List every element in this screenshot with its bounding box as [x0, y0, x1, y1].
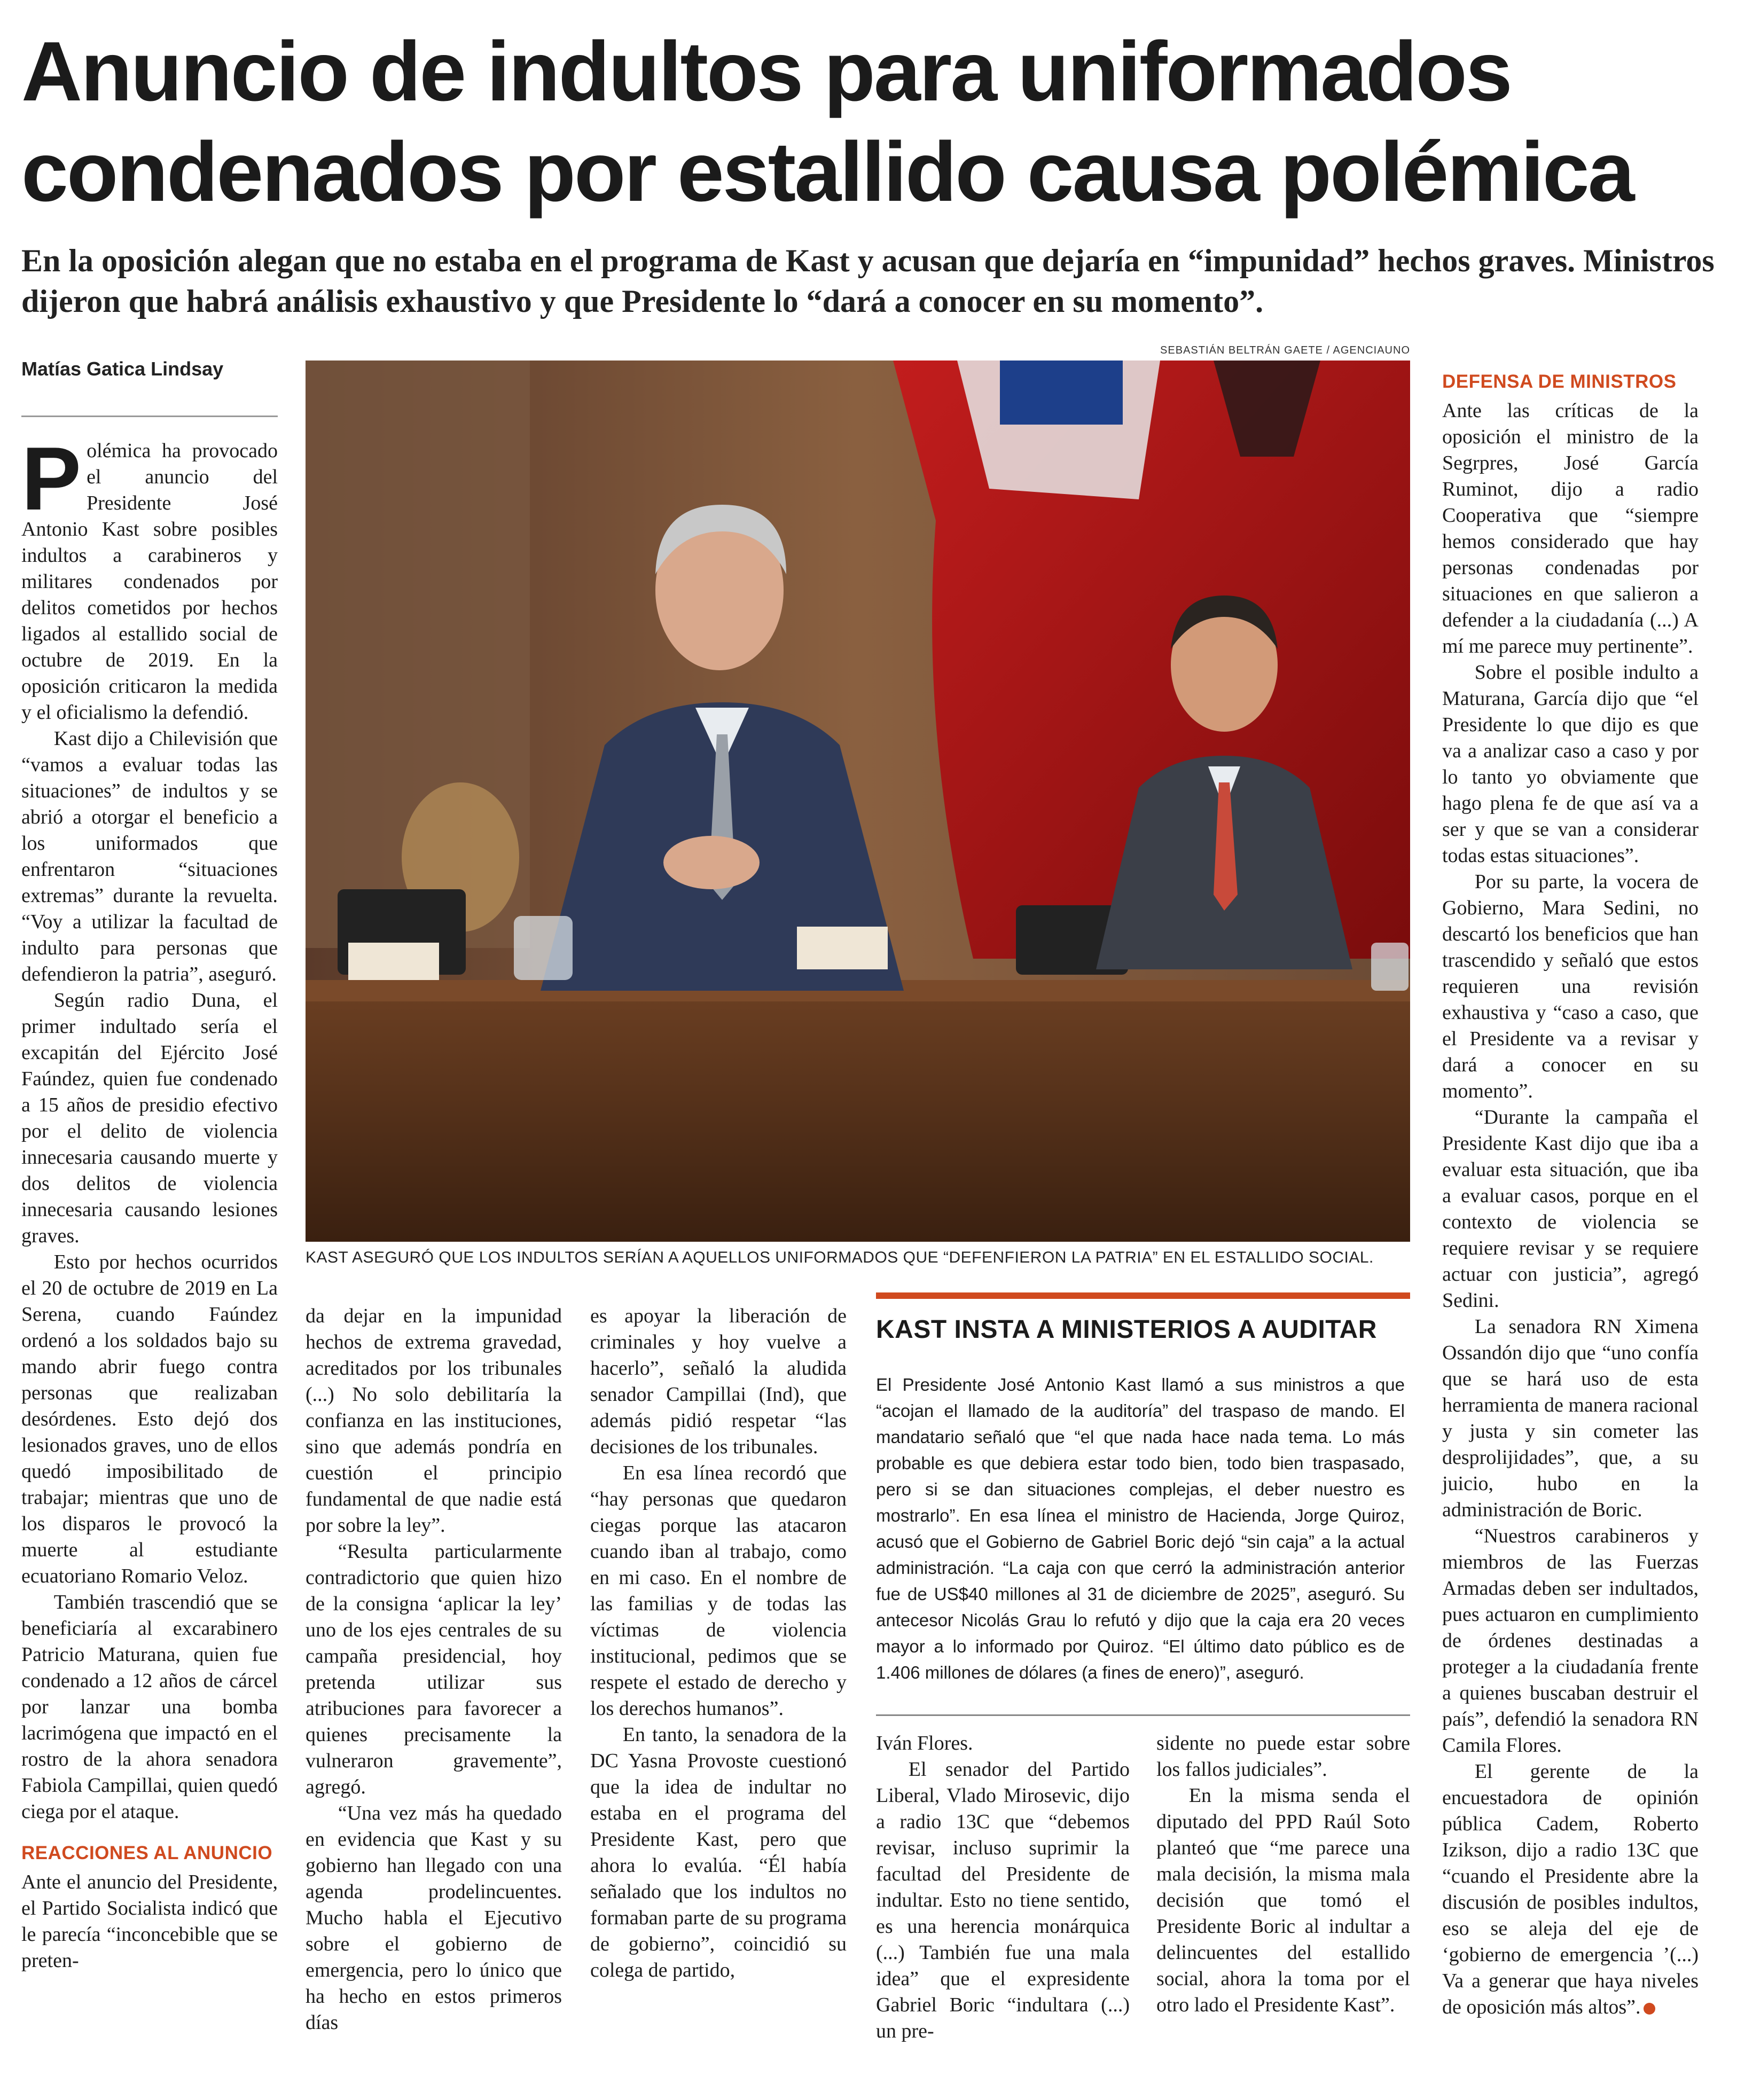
paragraph: Esto por hechos ocurridos el 20 de octubre de 2019 en La Serena, cuando Faúndez ordenó a los soldados bajo su mando abrir fuego contra personas que realizaban desórdenes. Esto dejó dos lesionados graves, uno de ellos quedó imposibilitado de trabajar; mientras que uno de los disparos le provocó la muerte al estudiante ecuatoriano Romario Veloz. [21, 1251, 278, 1587]
subhead-reacciones: REACCIONES AL ANUNCIO [21, 1843, 273, 1863]
paragraph: El senador del Partido Liberal, Vlado Mirosevic, dijo a radio 13C que “debemos revisar, incluso suprimir la facultad del Presidente de indultar. Esto no tiene sentido, es una herencia monárquica (...) También fue una mala idea” que el expresidente Gabriel Boric “indultara (...) un pre- [876, 1758, 1130, 2042]
paragraph: da dejar en la impunidad hechos de extrema gravedad, acreditados por los tribunales (...) No solo debilitaría la confianza en las instituciones, sino que además pondría en cuestión el principio fundamental de que nadie está por sobre la ley”. [306, 1305, 562, 1537]
column-3 [590, 1303, 847, 1984]
paragraph: Por su parte, la vocera de Gobierno, Mara Sedini, no descartó los beneficios que han trascendido y señaló que estos requieren una revisión exhaustiva y “caso a caso, que el Presidente va a revisar y dará a conocer en su momento”. [1442, 871, 1699, 1102]
paragraph: Kast dijo a Chilevisión que “vamos a evaluar todas las situaciones” de indultos y se abrió a otorgar el beneficio a los uniformados que enfrentaron “situaciones extremas” durante la revuelta. “Voy a utilizar la facultad de indulto para personas que defendieron la patria”, aseguró. [21, 727, 278, 985]
box-accent-bar [876, 1292, 1410, 1299]
paragraph: es apoyar la liberación de criminales y hoy vuelve a hacerlo”, señaló la aludida senador Campillai (Ind), que además pidió respetar “las decisiones de los tribunales. [590, 1305, 847, 1458]
column-1 [21, 428, 278, 1974]
paragraph: “Nuestros carabineros y miembros de las Fuerzas Armadas deben ser indultados, pues actuaron en cumplimiento de órdenes destinadas a proteger a la ciudadanía frente a quienes buscaban destruir el país”, defendió la senadora RN Camila Flores. [1442, 1525, 1699, 1757]
paragraph: “Una vez más ha quedado en evidencia que Kast y su gobierno han llegado con una agenda prodelincuentes. Mucho habla el Ejecutivo sobre el gobierno de emergencia, pero lo único que ha hecho en estos primeros días [306, 1802, 562, 2034]
box-body: El Presidente José Antonio Kast llamó a sus ministros a que “acojan el llamado de la auditoría” del traspaso de mando. El mandatario señaló que “el que nada hace nada tema. Lo más probable es que debiera estar todo bien, todo bien traspasado, pero si se dan situaciones complejas, el deber nuestro es mostrarlo”. En esa línea el ministro de Hacienda, Jorge Quiroz, acusó que el Gobierno de Gabriel Boric dejó “sin caja” a la actual administración. “La caja con que cerró la administración anterior fue de US$40 millones al 31 de diciembre de 2025”, aseguró. Su antecesor Nicolás Grau lo refutó y dijo que la caja era 20 veces mayor a lo informado por Quiroz. “El último dato público es de 1.406 millones de dólares (a fines de enero)”, aseguró. [876, 1375, 1405, 1682]
paragraph: En tanto, la senadora de la DC Yasna Provoste cuestionó que la idea de indultar no estaba en el programa del Presidente Kast, pero que ahora lo evalúa. “Él había señalado que los indultos no formaban parte de su programa de gobierno”, coincidió su colega de partido, [590, 1723, 847, 1981]
column-4 [876, 1730, 1130, 2044]
deck: En la oposición alegan que no estaba en el programa de Kast y acusan que dejaría en “impunidad” hechos graves. Ministros dijeron que habrá análisis exhaustivo y que Presidente lo “dará a conocer en su momento”. [21, 243, 1715, 319]
lead-paragraph: Polémica ha provocado el anuncio del Presidente José Antonio Kast sobre posibles indultos a carabineros y militares condenados por delitos cometidos por hechos ligados al estallido social de octubre de 2019. En la oposición criticaron la medida y el oficialismo la defendió. [21, 428, 278, 724]
main-photo [306, 361, 1410, 1242]
paragraph: En esa línea recordó que “hay personas que quedaron ciegas porque las atacaron cuando iban al trabajo, como en mi caso. En el nombre de las familias y de todas las víctimas de violencia institucional, pedimos que se respete el estado de derecho y los derechos humanos”. [590, 1462, 847, 1720]
paragraph: “Durante la campaña el Presidente Kast dijo que iba a evaluar esta situación, que iba a evaluar casos, porque en el contexto de violencia se requiere revisar y se requiere actuar con justicia”, agregó Sedini. [1442, 1106, 1699, 1312]
paragraph: En la misma senda el diputado del PPD Raúl Soto planteó que “me parece una mala decisión, la misma mala decisión que tomó el Presidente Boric al indultar a delincuentes del estallido social, ahora la toma por el otro lado el Presidente Kast”. [1156, 1784, 1410, 2016]
column-2 [306, 1303, 562, 2036]
byline-rule [21, 416, 278, 417]
paragraph: “Resulta particularmente contradictorio que quien hizo de la consigna ‘aplicar la ley’ uno de los ejes centrales de su campaña presidencial, hoy pretenda utilizar sus atribuciones para favorecer a quienes precisamente la vulneraron gravemente”, agregó. [306, 1540, 562, 1798]
paragraph: Sobre el posible indulto a Maturana, García dijo que “el Presidente lo que dijo es que va a analizar caso a caso y por lo tanto yo obviamente que hago plena fe de que así va a ser y que se van a considerar todas estas situaciones”. [1442, 661, 1699, 867]
paragraph: Ante el anuncio del Presidente, el Partido Socialista indicó que le parecía “inconcebible que se preten- [21, 1871, 278, 1972]
paragraph: Iván Flores. [876, 1732, 973, 1754]
byline: Matías Gatica Lindsay [21, 358, 224, 380]
photo-credit: SEBASTIÁN BELTRÁN GAETE / AGENCIAUNO [1160, 344, 1410, 356]
headline: Anuncio de indultos para uniformados condenados por estallido causa polémica [21, 25, 1633, 219]
subhead-defensa: DEFENSA DE MINISTROS [1442, 371, 1677, 392]
paragraph: Ante las críticas de la oposición el ministro de la Segrpres, José García Ruminot, dijo a radio Cooperativa que “siempre hemos considerado que hay personas condenadas por situaciones en que salieron a defender a la ciudadanía (...) A mí me parece muy pertinente”. [1442, 399, 1699, 657]
box-bottom-rule [876, 1714, 1410, 1716]
paragraph: También trascendió que se beneficiaría al excarabinero Patricio Maturana, quien fue condenado a 12 años de cárcel por lanzar una bomba lacrimógena que impactó en el rostro de la ahora senadora Fabiola Campillai, quien quedó ciega por el ataque. [21, 1591, 278, 1823]
column-6 [1442, 369, 1699, 2020]
paragraph: El gerente de la encuestadora de opinión pública Cadem, Roberto Izikson, dijo a radio 13C que “cuando el Presidente abre la discusión de posibles indultos, eso se aleja del eje de ‘gobierno de emergencia ’(...) Va a generar que haya niveles de oposición más altos”. [1442, 1760, 1699, 2018]
column-5 [1156, 1730, 1410, 2018]
end-mark-icon [1644, 2003, 1655, 2015]
paragraph: La senadora RN Ximena Ossandón dijo que “uno confía que se hará uso de esta herramienta de manera racional y justa y sin cometer las desprolijidades”, que, a su juicio, hubo en la administración de Boric. [1442, 1315, 1699, 1521]
press-conference-illustration [306, 361, 1410, 1242]
paragraph: sidente no puede estar sobre los fallos judiciales”. [1156, 1732, 1410, 1781]
drop-cap: P [21, 428, 82, 529]
box-title: KAST INSTA A MINISTERIOS A AUDITAR [876, 1315, 1377, 1344]
photo-caption: KAST ASEGURÓ QUE LOS INDULTOS SERÍAN A AQUELLOS UNIFORMADOS QUE “DEFENFIERON LA PATRIA” EN EL ESTALLIDO SOCIAL. [306, 1249, 1374, 1266]
paragraph: Según radio Duna, el primer indultado sería el excapitán del Ejército José Faúndez, quien fue condenado a 15 años de presidio efectivo por el delito de violencia innecesaria causando muerte y dos delitos de violencia innecesaria causando lesiones graves. [21, 989, 278, 1247]
